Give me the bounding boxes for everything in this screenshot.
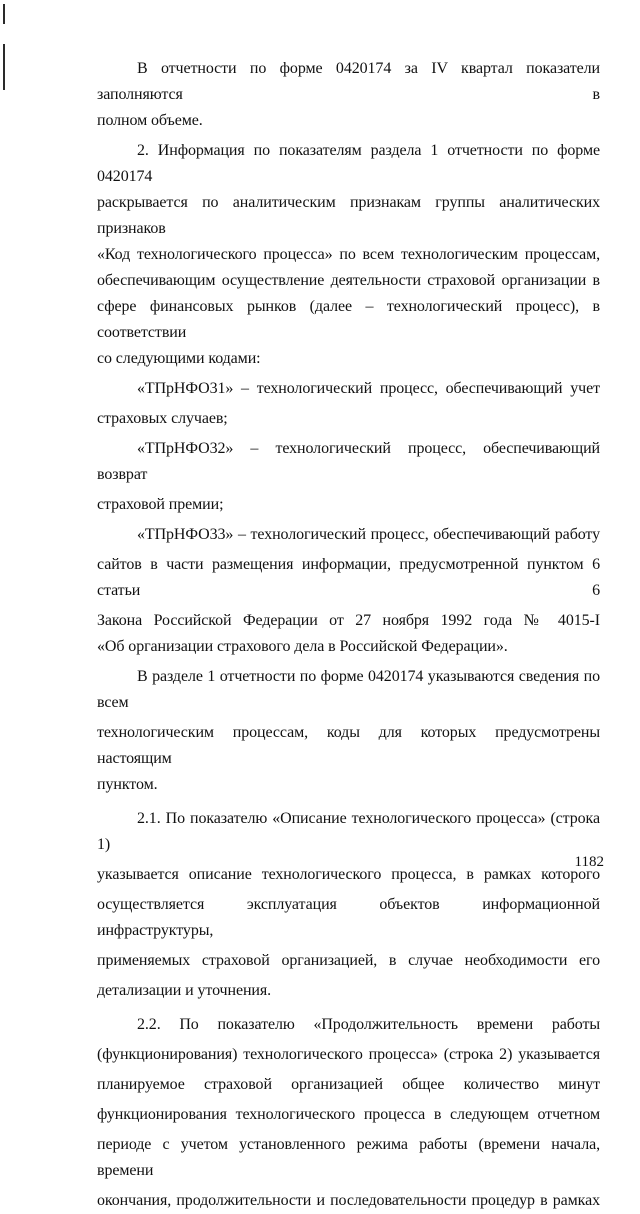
text-line: 2. Информация по показателям раздела 1 отчетности по форме 0420174 bbox=[97, 142, 600, 185]
text-line: сфере финансовых рынков (далее – технологический процесс), в соответствии bbox=[97, 298, 600, 341]
text-line: «ТПрНФО33» – технологический процесс, обеспечивающий работу bbox=[137, 526, 600, 543]
text-line: функционирования технологического процесса в следующем отчетном bbox=[97, 1106, 600, 1123]
text-line: планируемое страховой организацией общее количество минут bbox=[97, 1076, 600, 1093]
margin-mark-top bbox=[3, 4, 5, 24]
text-line: обеспечивающим осуществление деятельности страховой организации в bbox=[97, 272, 600, 289]
text-line: 2.1. По показателю «Описание технологического процесса» (строка 1) bbox=[97, 810, 600, 853]
text-line: сайтов в части размещения информации, предусмотренной пунктом 6 статьи 6 bbox=[97, 556, 600, 599]
text-line: окончания, продолжительности и последовательности процедур в рамках bbox=[97, 1192, 600, 1209]
text-line: «ТПрНФО32» – технологический процесс, обеспечивающий возврат bbox=[97, 440, 600, 483]
document-body bbox=[97, 56, 600, 1214]
text-line: 2.2. По показателю «Продолжительность времени работы bbox=[137, 1016, 600, 1033]
text-line: В разделе 1 отчетности по форме 0420174 указываются сведения по всем bbox=[97, 668, 600, 711]
text-line: (функционирования) технологического процесса» (строка 2) указывается bbox=[97, 1046, 600, 1063]
text-line: пунктом. bbox=[97, 776, 158, 793]
text-line: раскрывается по аналитическим признакам группы аналитических признаков bbox=[97, 194, 600, 237]
text-line: «ТПрНФО31» – технологический процесс, обеспечивающий учет bbox=[137, 380, 600, 397]
text-line: «Код технологического процесса» по всем технологическим процессам, bbox=[97, 246, 600, 263]
text-line: «Об организации страхового дела в Российской Федерации». bbox=[97, 638, 508, 655]
text-line: указывается описание технологического процесса, в рамках которого bbox=[97, 866, 600, 883]
text-line: осуществляется эксплуатация объектов информационной инфраструктуры, bbox=[97, 896, 600, 939]
text-line: технологическим процессам, коды для которых предусмотрены настоящим bbox=[97, 724, 600, 767]
text-line: периоде с учетом установленного режима работы (времени начала, времени bbox=[97, 1136, 600, 1179]
text-line: страховой премии; bbox=[97, 496, 224, 513]
page-number: 1182 bbox=[574, 854, 604, 870]
text-line: применяемых страховой организацией, в случае необходимости его bbox=[97, 952, 600, 969]
text-line: В отчетности по форме 0420174 за IV квартал показатели заполняются в bbox=[97, 60, 600, 103]
text-line: полном объеме. bbox=[97, 112, 203, 129]
margin-mark bbox=[3, 44, 5, 90]
text-line: страховых случаев; bbox=[97, 410, 228, 427]
text-line: детализации и уточнения. bbox=[97, 982, 272, 999]
text-line: Закона Российской Федерации от 27 ноября 1992 года № 4015-I bbox=[97, 612, 600, 629]
text-line: со следующими кодами: bbox=[97, 350, 261, 367]
